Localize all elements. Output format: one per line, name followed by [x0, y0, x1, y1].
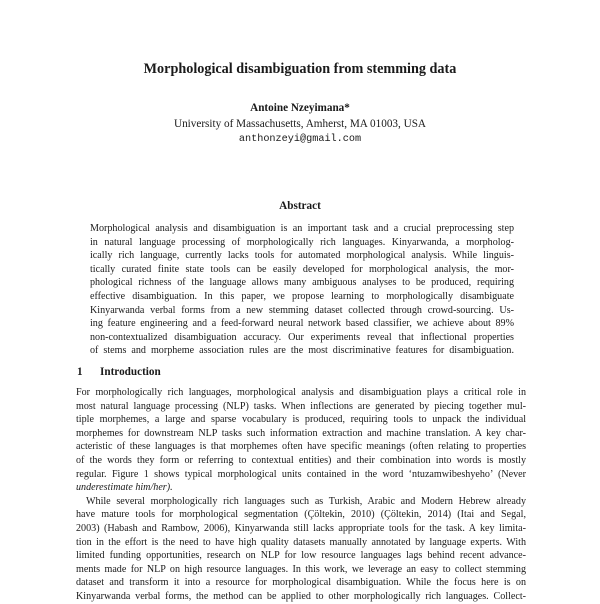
- body-line: most natural language processing (NLP) tasks. When inflections are generated by piecing together mul-: [76, 400, 526, 412]
- abstract-line: effective disambiguation. In this paper, we propose learning to morphologically disambiguate: [90, 290, 514, 302]
- body-line: underestimate him/her).: [76, 482, 173, 494]
- author-affiliation: University of Massachusetts, Amherst, MA 01003, USA: [173, 118, 427, 130]
- body-line: dataset and transform it into a resource for morphological disambiguation. While the focus here is on: [76, 577, 526, 589]
- body-line: tion in the effort is the need to have high quality datasets manually annotated by language experts. With: [76, 536, 526, 548]
- abstract-line: phological richness of the language allows many ambiguous analyses to be produced, requiring: [90, 277, 514, 289]
- body-line: have mature tools for morphological segmentation (Çöltekin, 2010) (Çöltekin, 2014) (Itai and Segal,: [76, 509, 526, 521]
- body-line: While several morphologically rich languages such as Turkish, Arabic and Modern Hebrew already: [86, 495, 526, 507]
- body-line: 2003) (Habash and Rambow, 2006), Kinyarwanda still lacks appropriate tools for the task. A key limita-: [76, 522, 526, 534]
- author-email: anthonzeyi@gmail.com: [238, 134, 362, 145]
- abstract-line: ing feature engineering and a feed-forward neural network based classifier, we achieve about 89%: [90, 318, 514, 330]
- abstract-line: tically curated finite state tools can be easily developed for morphological analysis, the mor-: [90, 263, 514, 275]
- abstract-body: [90, 222, 514, 358]
- section-title: Introduction: [100, 366, 161, 378]
- body-line: Kinyarwanda verbal forms, the method can be applied to other morphologically rich languages. Collect-: [76, 590, 526, 602]
- body-line: tiple morphemes, a large and sparse vocabulary is produced, requiring tools to unpack the individual: [76, 414, 526, 426]
- paper-title: Morphological disambiguation from stemming data: [143, 61, 457, 77]
- abstract-line: of stems and morpheme association rules are the most discriminative features for disambiguation.: [90, 345, 514, 357]
- body-line: regular. Figure 1 shows typical morphological units contained in the word ‘ntuzamwibeshyeho’ (Never: [76, 468, 526, 480]
- abstract-line: ically rich language, currently lacks tools for automated morphological analysis. While linguis-: [90, 250, 514, 262]
- body-line: of the words they form or referring to contextual entities) and their combination into words is mostly: [76, 454, 526, 466]
- abstract-line: Morphological analysis and disambiguation is an important task and a crucial preprocessing step: [90, 223, 514, 234]
- introduction-body: [76, 386, 526, 604]
- section-number: 1: [77, 366, 83, 378]
- abstract-line: in natural language processing of morphologically rich languages. Kinyarwanda, a morpholog-: [90, 236, 514, 248]
- section-heading-introduction: [77, 366, 161, 378]
- author-name: Antoine Nzeyimana*: [250, 102, 350, 114]
- body-line: limited funding opportunities, research on NLP for low resource languages lags behind recent advance-: [76, 550, 526, 562]
- body-line: For morphologically rich languages, morphological analysis and disambiguation plays a critical role in: [76, 387, 526, 398]
- body-line: acteristic of these languages is that morphemes often have specific meanings (often relating to properties: [76, 441, 526, 453]
- abstract-heading: Abstract: [279, 200, 321, 212]
- body-line: ments made for NLP on high resource languages. In this work, we leverage an easy to collect stemming: [76, 563, 526, 575]
- body-line: morphemes for downstream NLP tasks such information extraction and machine translation. A key char-: [76, 427, 526, 439]
- abstract-line: Kinyarwanda verbal forms from a new stemming dataset collected through crowd-sourcing. Us-: [90, 304, 514, 316]
- abstract-line: non-contextualized disambiguation accuracy. Our experiments reveal that inflectional properties: [90, 331, 514, 343]
